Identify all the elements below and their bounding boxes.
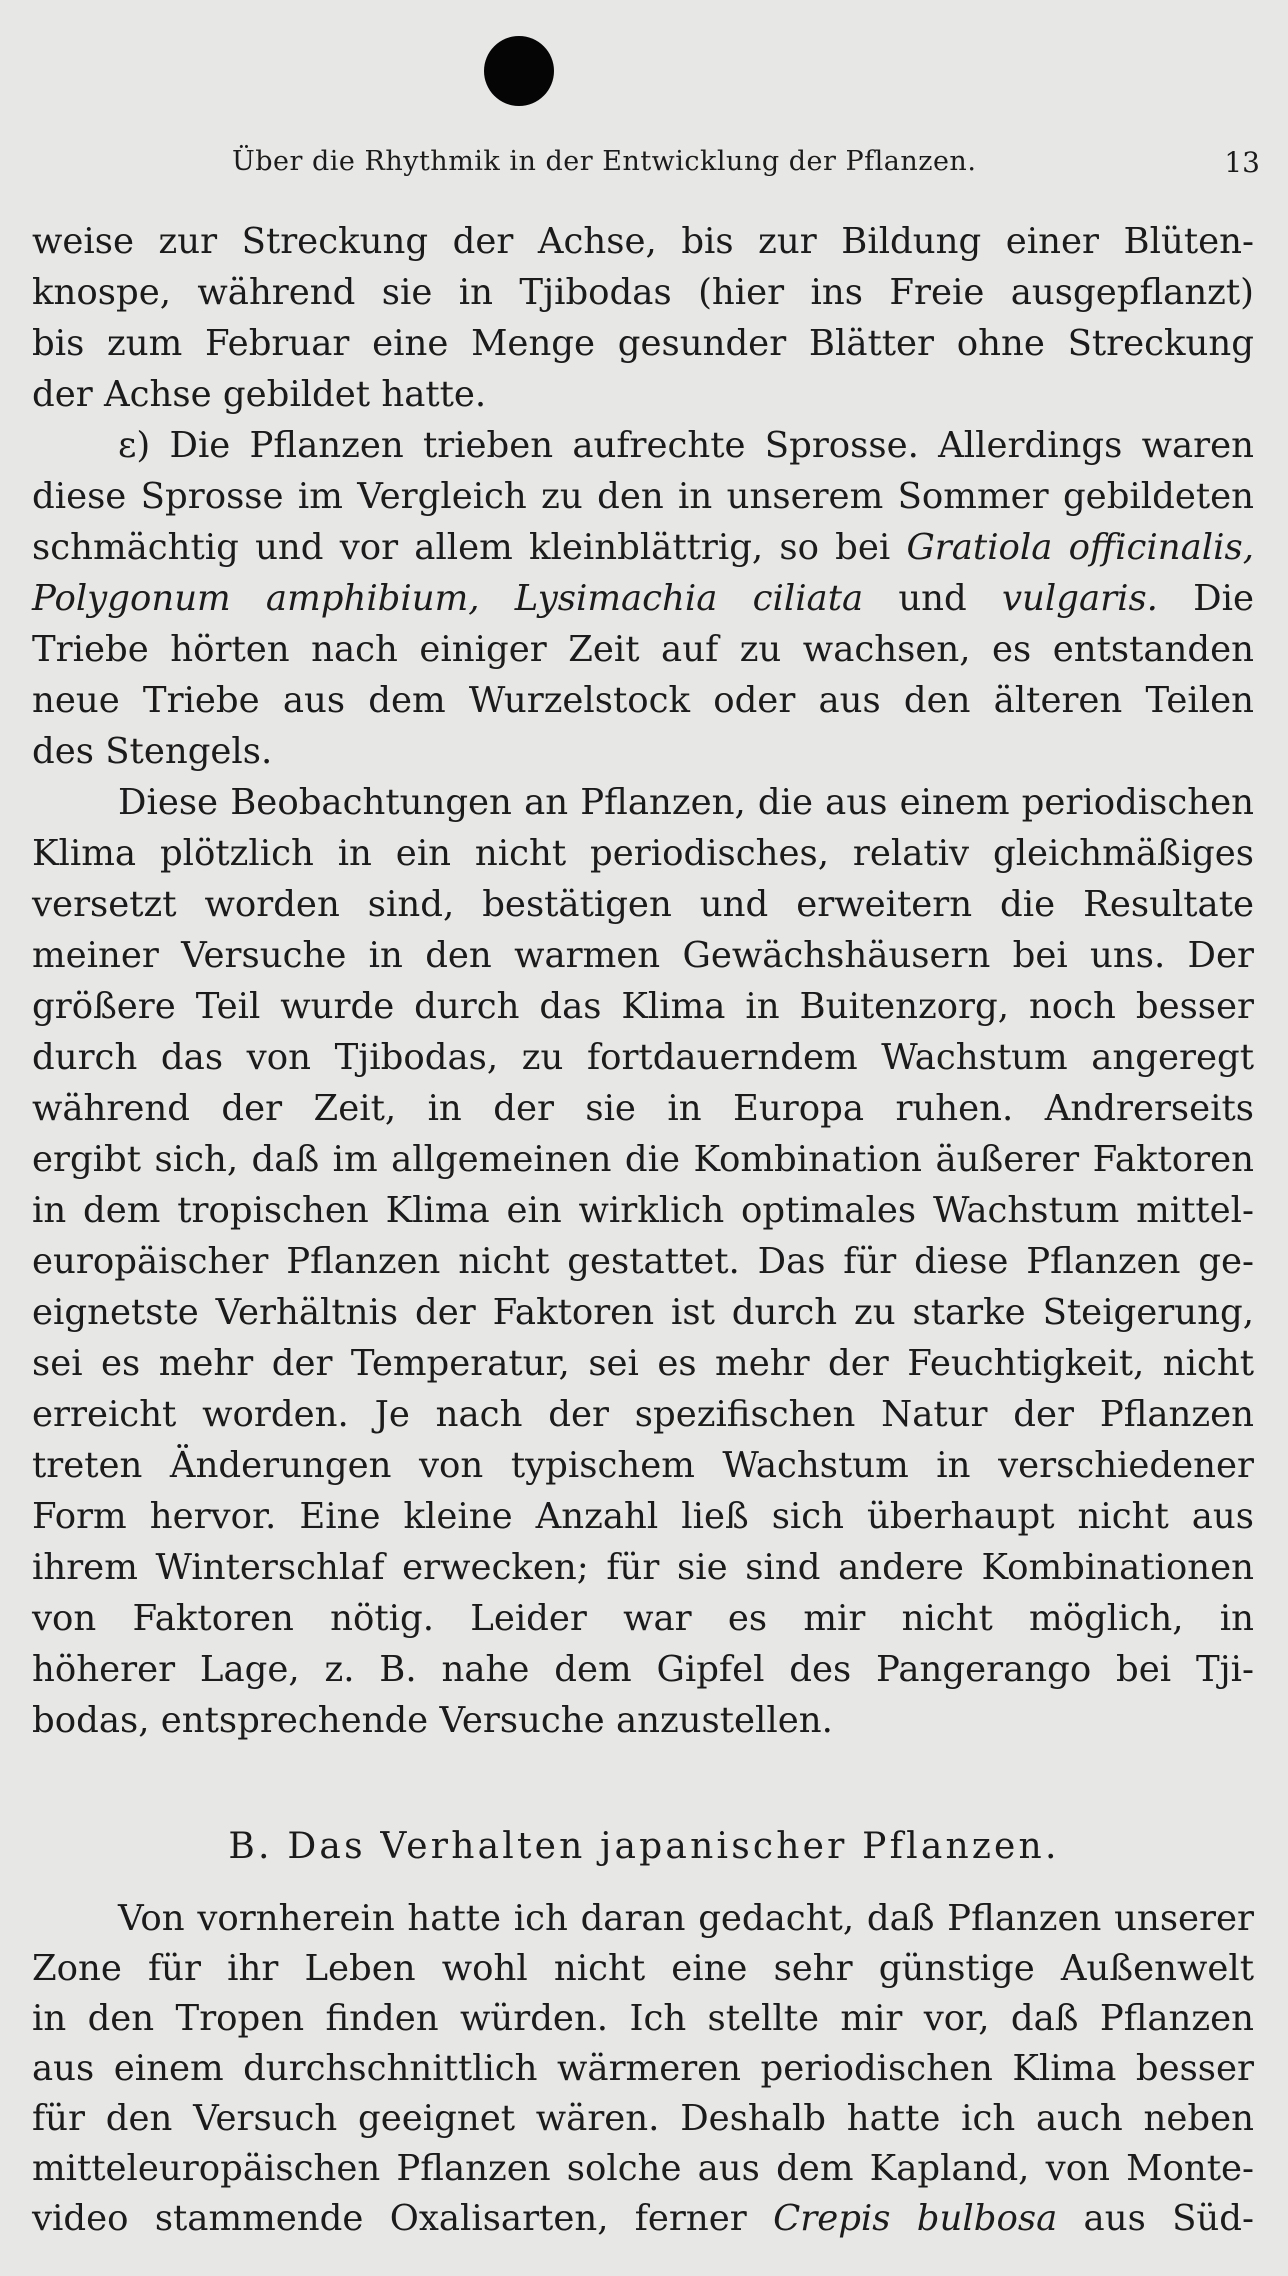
text-line: erreicht worden. Je nach der spezifischen Natur der Pflanzen — [32, 1394, 1254, 1435]
page-header — [0, 146, 1288, 186]
text-segment: aus Süd- — [1057, 2198, 1254, 2239]
paragraph-3 — [32, 777, 1254, 1746]
punch-hole — [484, 36, 554, 106]
italic-species-name: Gratiola officinalis, — [906, 527, 1254, 568]
text-line: von Faktoren nötig. Leider war es mir nicht möglich, in — [32, 1598, 1254, 1639]
text-line: für den Versuch geeignet wären. Deshalb hatte ich auch neben — [32, 2098, 1254, 2139]
italic-species-name: Polygonum amphibium, — [32, 578, 480, 619]
text-line: bodas, entsprechende Versuche anzustellen. — [32, 1700, 833, 1741]
text-line — [32, 573, 1254, 624]
text-segment — [480, 578, 515, 619]
text-line: diese Sprosse im Vergleich zu den in unserem Sommer gebildeten — [32, 476, 1254, 517]
text-line: aus einem durchschnittlich wärmeren periodischen Klima besser — [32, 2048, 1254, 2089]
text-line — [32, 2194, 1254, 2244]
text-line: knospe, während sie in Tjibodas (hier ins Freie ausgepflanzt) — [32, 272, 1254, 313]
text-line: ergibt sich, daß im allgemeinen die Kombination äußerer Faktoren — [32, 1139, 1254, 1180]
text-line: weise zur Streckung der Achse, bis zur Bildung einer Blüten- — [32, 221, 1254, 262]
text-line: neue Triebe aus dem Wurzelstock oder aus den älteren Teilen — [32, 680, 1254, 721]
text-line: ε) Die Pflanzen trieben aufrechte Sprosse. Allerdings waren — [118, 425, 1254, 466]
text-line: bis zum Februar eine Menge gesunder Blätter ohne Streckung — [32, 323, 1254, 364]
text-segment: Die — [1157, 578, 1254, 619]
text-line: höherer Lage, z. B. nahe dem Gipfel des Pangerango bei Tji- — [32, 1649, 1254, 1690]
text-line: europäischer Pflanzen nicht gestattet. Das für diese Pflanzen ge- — [32, 1241, 1254, 1282]
text-line: versetzt worden sind, bestätigen und erweitern die Resultate — [32, 884, 1254, 925]
text-segment: und — [863, 578, 1002, 619]
text-line: der Achse gebildet hatte. — [32, 374, 487, 415]
text-segment: video stammende Oxalisarten, ferner — [32, 2198, 774, 2239]
text-line: sei es mehr der Temperatur, sei es mehr der Feuchtigkeit, nicht — [32, 1343, 1254, 1384]
text-line: in den Tropen finden würden. Ich stellte mir vor, daß Pflanzen — [32, 1998, 1254, 2039]
text-line: Von vornherein hatte ich daran gedacht, daß Pflanzen unserer — [118, 1898, 1254, 1939]
text-line: Diese Beobachtungen an Pflanzen, die aus einem periodischen — [118, 782, 1254, 823]
body-text — [32, 216, 1254, 1746]
text-line — [32, 522, 1254, 573]
running-title: Über die Rhythmik in der Entwicklung der Pflanzen. — [232, 146, 977, 177]
body-text-section-b — [32, 1894, 1254, 2244]
text-line: treten Änderungen von typischem Wachstum in verschiedener — [32, 1445, 1254, 1486]
text-line: Zone für ihr Leben wohl nicht eine sehr günstige Außenwelt — [32, 1948, 1254, 1989]
text-line: Form hervor. Eine kleine Anzahl ließ sich überhaupt nicht aus — [32, 1496, 1254, 1537]
page-number: 13 — [1224, 146, 1260, 179]
section-heading: B. Das Verhalten japanischer Pflanzen. — [228, 1826, 1060, 1867]
paragraph-1 — [32, 216, 1254, 420]
italic-species-name: Lysimachia ciliata — [514, 578, 864, 619]
paragraph-2 — [32, 420, 1254, 777]
italic-species-name: vulgaris. — [1001, 578, 1158, 619]
text-segment: schmächtig und vor allem kleinblättrig, so bei — [32, 527, 907, 568]
text-line: ihrem Winterschlaf erwecken; für sie sind andere Kombinationen — [32, 1547, 1254, 1588]
text-line: in dem tropischen Klima ein wirklich optimales Wachstum mittel- — [32, 1190, 1254, 1231]
text-line: mitteleuropäischen Pflanzen solche aus dem Kapland, von Monte- — [32, 2148, 1254, 2189]
text-line: größere Teil wurde durch das Klima in Buitenzorg, noch besser — [32, 986, 1254, 1027]
text-line: eignetste Verhältnis der Faktoren ist durch zu starke Steigerung, — [32, 1292, 1254, 1333]
text-line: Triebe hörten nach einiger Zeit auf zu wachsen, es entstanden — [32, 629, 1254, 670]
paragraph-4 — [32, 1894, 1254, 2244]
text-line: des Stengels. — [32, 731, 273, 772]
text-line: durch das von Tjibodas, zu fortdauerndem Wachstum angeregt — [32, 1037, 1254, 1078]
text-line: während der Zeit, in der sie in Europa ruhen. Andrerseits — [32, 1088, 1254, 1129]
text-line: Klima plötzlich in ein nicht periodisches, relativ gleichmäßiges — [32, 833, 1254, 874]
italic-species-name: Crepis bulbosa — [773, 2198, 1058, 2239]
text-line: meiner Versuche in den warmen Gewächshäusern bei uns. Der — [32, 935, 1254, 976]
